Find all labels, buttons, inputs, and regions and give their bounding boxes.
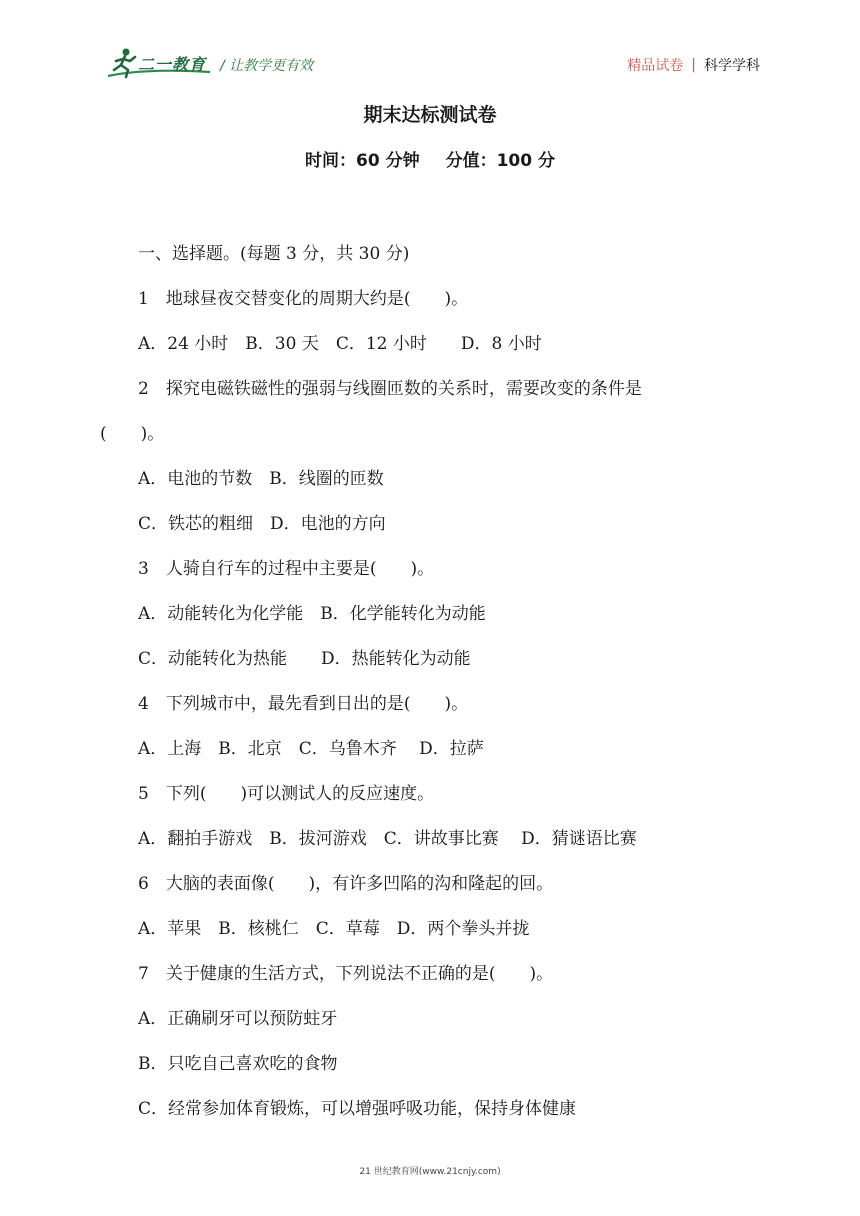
question-1: 1 地球昼夜交替变化的周期大约是( )。 [138, 289, 469, 309]
question-1-options: A．24 小时 B．30 天 C．12 小时 D．8 小时 [138, 334, 542, 354]
question-4-options: A．上海 B．北京 C．乌鲁木齐 D．拉萨 [138, 739, 484, 759]
question-6: 6 大脑的表面像( )，有许多凹陷的沟和隆起的回。 [138, 874, 554, 894]
page-footer: 21 世纪教育网(www.21cnjy.com) [359, 1167, 501, 1177]
question-list [100, 232, 765, 1132]
question-6-options: A．苹果 B．核桃仁 C．草莓 D．两个拳头并拢 [138, 919, 530, 939]
question-2-continued: ( )。 [100, 424, 165, 444]
subject-tag [627, 55, 760, 75]
exam-time: 时间：60 分钟 [305, 151, 420, 171]
question-3-options-c: C．动能转化为热能 D．热能转化为动能 [138, 649, 471, 669]
tag-subject: 科学学科 [704, 58, 760, 74]
question-7-option-b: B．只吃自己喜欢吃的食物 [138, 1054, 338, 1074]
exam-score: 分值：100 分 [445, 151, 555, 171]
question-3: 3 人骑自行车的过程中主要是( )。 [138, 559, 435, 579]
question-2: 2 探究电磁铁磁性的强弱与线圈匝数的关系时，需要改变的条件是 [138, 379, 642, 399]
question-4: 4 下列城市中，最先看到日出的是( )。 [138, 694, 469, 714]
slogan: / 让教学更有效 [220, 58, 314, 74]
logo-text: 二一教育 [138, 55, 207, 74]
question-5-options: A．翻拍手游戏 B．拔河游戏 C．讲故事比赛 D．猜谜语比赛 [138, 829, 637, 849]
page-header [0, 0, 860, 90]
question-7-option-a: A．正确刷牙可以预防蛀牙 [138, 1009, 338, 1029]
question-5: 5 下列( )可以测试人的反应速度。 [138, 784, 435, 804]
question-3-options-a: A．动能转化为化学能 B．化学能转化为动能 [138, 604, 486, 624]
question-7-option-c: C．经常参加体育锻炼，可以增强呼吸功能，保持身体健康 [138, 1099, 577, 1119]
question-2-options-a: A．电池的节数 B．线圈的匝数 [138, 469, 384, 489]
section-heading: 一、选择题。(每题 3 分，共 30 分) [138, 244, 410, 264]
tag-quality: 精品试卷 [627, 58, 684, 74]
tag-separator: | [691, 57, 696, 73]
question-7: 7 关于健康的生活方式，下列说法不正确的是( )。 [138, 964, 554, 984]
exam-info [0, 146, 860, 171]
page-title: 期末达标测试卷 [363, 104, 497, 126]
question-2-options-c: C．铁芯的粗细 D．电池的方向 [138, 514, 386, 534]
